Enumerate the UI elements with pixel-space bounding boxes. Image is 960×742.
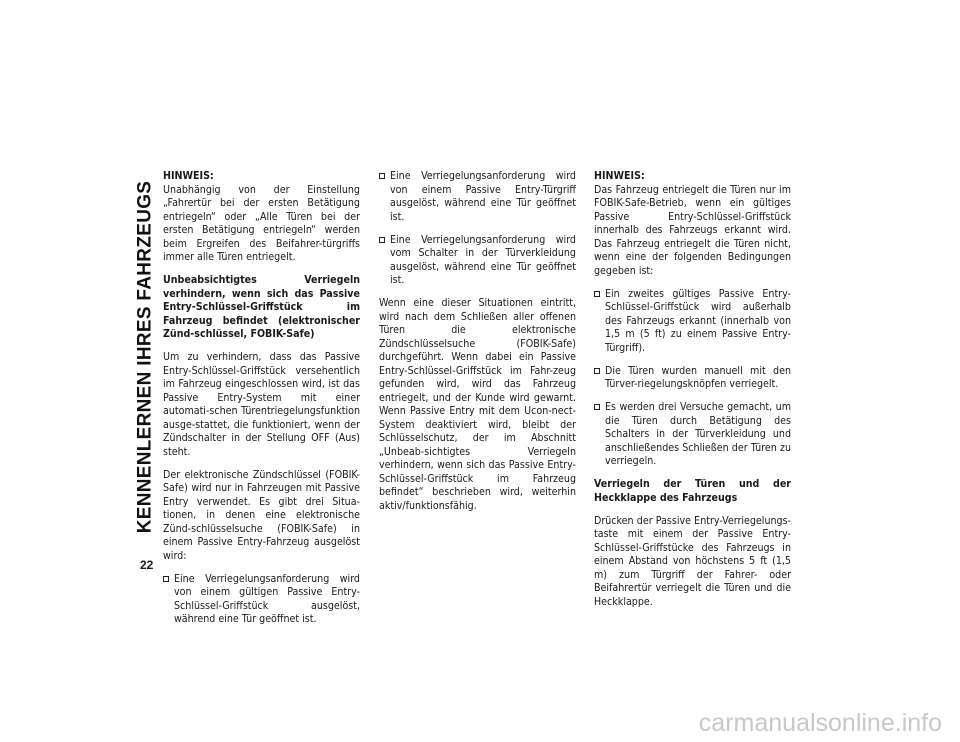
page-number: 22 xyxy=(140,558,154,572)
checkbox-bullet-icon xyxy=(594,368,600,374)
paragraph: Wenn eine dieser Situationen eintritt, wird nach dem Schließen aller offenen Türen die elektronische Zündschlüsselsuche (FOBIK-Safe) durchgeführt. Wenn dabei ein Passive Entry-Schlüssel-Griffstück im Fahr-zeug gefunden wird, wird das Fahrzeug entriegelt, und der Kunde wird gewarnt. Wenn Passive Entry mit dem Ucon-nect-System deaktiviert wird, bleibt der Schlüsselschutz, der im Abschnitt „Unbeab-sichtigtes Verriegeln verhindern, wenn sich das Passive Entry-Schlüssel-Griffstück im Fahrzeug befindet“ beschrieben wird, weiterhin aktiv/funktionsfähig. xyxy=(379,297,576,512)
section-heading: Verriegeln der Türen und der Heckklappe des Fahrzeugs xyxy=(594,478,791,504)
list-item-text: Ein zweites gültiges Passive Entry-Schlüssel-Griffstück wird außerhalb des Fahrzeugs erkannt (innerhalb von 1,5 m (5 ft) zu einem Passive Entry-Türgriff). xyxy=(605,287,791,354)
chapter-side-title xyxy=(131,168,159,546)
list-item xyxy=(379,234,576,288)
checkbox-bullet-icon xyxy=(594,291,600,297)
chapter-title-text: KENNENLERNEN IHRES FAHRZEUGS xyxy=(134,180,156,534)
list-item-text: Eine Verriegelungsanforderung wird von einem gültigen Passive Entry-Schlüssel-Griffstück ausgelöst, während eine Tür geöffnet ist. xyxy=(174,572,360,625)
note-heading: HINWEIS: xyxy=(594,170,645,182)
watermark-link[interactable]: carmanualsonline.info xyxy=(698,709,942,737)
column-3 xyxy=(594,170,791,619)
list-item xyxy=(594,401,791,469)
list-item-text: Die Türen wurden manuell mit den Türver-riegelungsknöpfen verriegelt. xyxy=(605,364,791,390)
list-item-text: Es werden drei Versuche gemacht, um die Türen durch Betätigung des Schalters in der Türverkleidung und anschließendes Schließen der Türen zu verriegeln. xyxy=(605,401,791,467)
section-heading: Unbeabsichtigtes Verriegeln verhindern, wenn sich das Passive Entry-Schlüssel-Griffstück im Fahrzeug befindet (elektronischer Zünd-schlüssel, FOBIK-Safe) xyxy=(163,274,360,340)
note-text: Das Fahrzeug entriegelt die Türen nur im FOBIK-Safe-Betrieb, wenn ein gültiges Passive Entry-Schlüssel-Griffstück innerhalb des Fahrzeugs erkannt wird. Das Fahrzeug entriegelt die Türen nicht, wenn eine der folgenden Bedingungen gegeben ist: xyxy=(594,183,791,277)
note-text: Unabhängig von der Einstellung „Fahrertür bei der ersten Betätigung entriegeln“ oder „Alle Türen bei der ersten Betätigung entriegeln“ werden beim Ergreifen des Beifahrer-türgriffs immer alle Türen entriegelt. xyxy=(163,183,360,263)
note-heading: HINWEIS: xyxy=(163,170,214,182)
paragraph: Drücken der Passive Entry-Verriegelungs-taste mit einem der Passive Entry-Schlüssel-Griffstücke des Fahrzeugs in einem Abstand von höchstens 5 ft (1,5 m) zum Türgriff der Fahrer- oder Beifahrertür verriegelt die Türen und die Heckklappe. xyxy=(594,514,791,608)
paragraph: Der elektronische Zündschlüssel (FOBIK-Safe) wird nur in Fahrzeugen mit Passive Entry verwendet. Es gibt drei Situa-tionen, in denen eine elektronische Zünd-schlüsselsuche (FOBIK-Safe) in einem Passive Entry-Fahrzeug ausgelöst wird: xyxy=(163,468,360,562)
list-item xyxy=(594,288,791,356)
checkbox-bullet-icon xyxy=(379,237,385,243)
list-item xyxy=(594,365,791,392)
checkbox-bullet-icon xyxy=(163,576,169,582)
list-item-text: Eine Verriegelungsanforderung wird von einem Passive Entry-Türgriff ausgelöst, während eine Tür geöffnet ist. xyxy=(390,170,576,223)
list-item-text: Eine Verriegelungsanforderung wird vom Schalter in der Türverkleidung ausgelöst, während eine Tür geöffnet ist. xyxy=(390,233,576,286)
checkbox-bullet-icon xyxy=(379,173,385,179)
checkbox-bullet-icon xyxy=(594,404,600,410)
column-1 xyxy=(163,170,360,636)
list-item xyxy=(163,573,360,627)
list-item xyxy=(379,170,576,224)
column-2 xyxy=(379,170,576,523)
paragraph: Um zu verhindern, dass das Passive Entry-Schlüssel-Griffstück versehentlich im Fahrzeug eingeschlossen wird, ist das Passive Entry-System mit einer automati-schen Türentriegelungsfunktion ausge-stattet, die funktioniert, wenn der Zündschalter in der Stellung OFF (Aus) steht. xyxy=(163,351,360,458)
